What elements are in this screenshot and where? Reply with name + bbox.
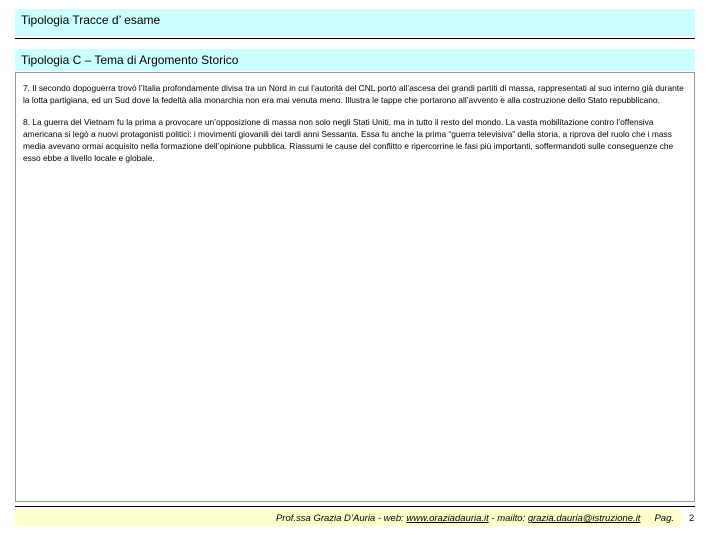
content-box: [15, 72, 695, 502]
page-label: Pag.: [654, 513, 674, 524]
website-link[interactable]: www.oraziadauria.it: [406, 513, 489, 524]
footer-author: Prof.ssa Grazia D’Auria: [275, 513, 376, 524]
footer-divider: [15, 506, 695, 507]
paragraph-7: 7. Il secondo dopoguerra trovò l’Italia profondamente divisa tra un Nord in cui l’autorità del CNL portò all’ascesa dei grandi partiti di massa, rappresentati al suo interno già durante la lotta partigiana, ed un Sud dove la fedeltà alla monarchia non era mai venuta meno. Illustra le tappe che portarono all’avvento e alla costruzione dello Stato repubblicano.: [23, 83, 684, 105]
footer-separator: -: [375, 513, 384, 524]
footer-mail-label: - mailto:: [488, 513, 528, 524]
header-divider: [15, 38, 695, 39]
page-number: 2: [689, 513, 695, 524]
paragraph-8: 8. La guerra del Vietnam fu la prima a provocare un’opposizione di massa non solo negli Stati Uniti, ma in tutto il resto del mondo. La vasta mobilitazione contro l’offensiva americana si legò a nuovi protagonisti politici: i movimenti giovanili dei tardi anni Sessanta. Essa fu anche la prima “guerra televisiva” della storia, a riprova del ruolo che i mass media avevano ormai acquisito nella formazione dell’opinione pubblica. Riassumi le cause del conflitto e ripercorrine le fasi più importanti, soffermandoti sulle conseguenze che esso ebbe a livello locale e globale.: [23, 117, 674, 163]
email-link[interactable]: grazia.dauria@istruzione.it: [527, 513, 641, 524]
header-bar: [15, 9, 695, 36]
footer-bar: [15, 509, 681, 526]
footer-web-label: web:: [383, 513, 407, 524]
section-title: Tipologia C – Tema di Argomento Storico: [21, 53, 239, 67]
section-bar: [15, 49, 695, 71]
page-title: Tipologia Tracce d’ esame: [21, 13, 161, 27]
